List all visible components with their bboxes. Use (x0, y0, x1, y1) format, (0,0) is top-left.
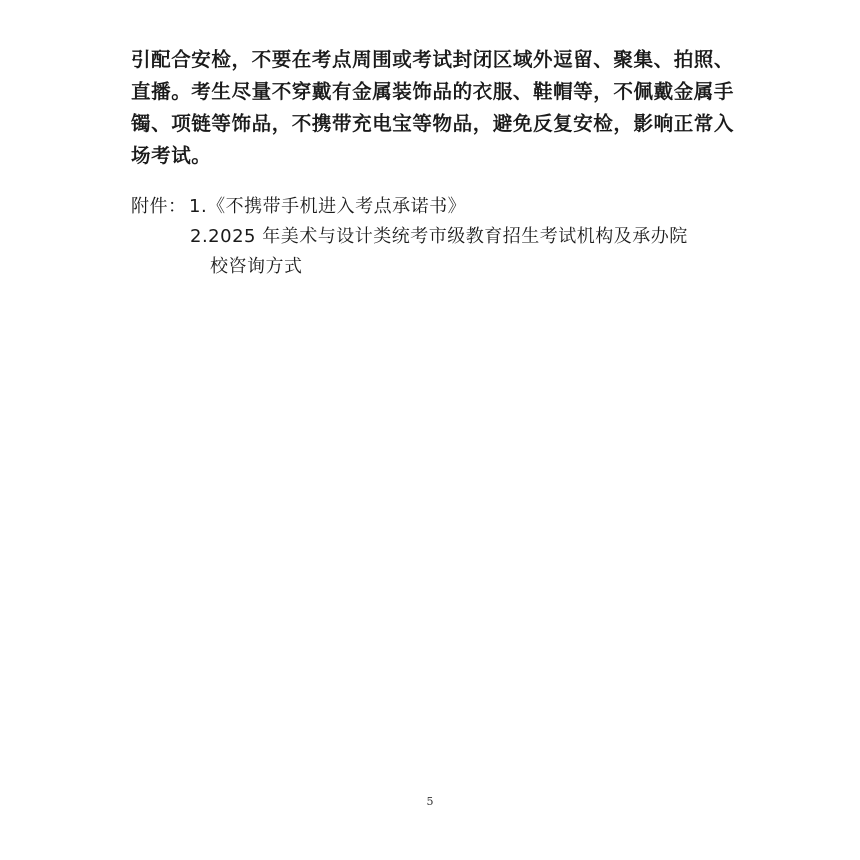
paragraph-line: 镯、项链等饰品，不携带充电宝等物品，避免反复安检，影响正常入 (131, 112, 735, 135)
paragraph-line: 引配合安检，不要在考点周围或考试封闭区域外逗留、聚集、拍照、 (131, 48, 735, 71)
page-number: 5 (426, 795, 434, 808)
exam-notice-paragraph (131, 44, 741, 172)
paragraph-line: 场考试。 (131, 144, 212, 167)
attachment-item-2: 2.2025 年美术与设计类统考市级教育招生考试机构及承办院 (190, 226, 688, 247)
paragraph-line: 直播。考生尽量不穿戴有金属装饰品的衣服、鞋帽等，不佩戴金属手 (131, 80, 735, 103)
attachments-label: 附件： (131, 196, 187, 217)
attachment-row-2 (131, 222, 751, 252)
attachment-row-1 (131, 192, 751, 222)
attachment-item-1: 1.《不携带手机进入考点承诺书》 (189, 196, 467, 217)
attachments-section (131, 192, 751, 282)
attachment-item-2-continuation: 校咨询方式 (210, 256, 303, 277)
attachment-row-2-continued (131, 252, 751, 282)
